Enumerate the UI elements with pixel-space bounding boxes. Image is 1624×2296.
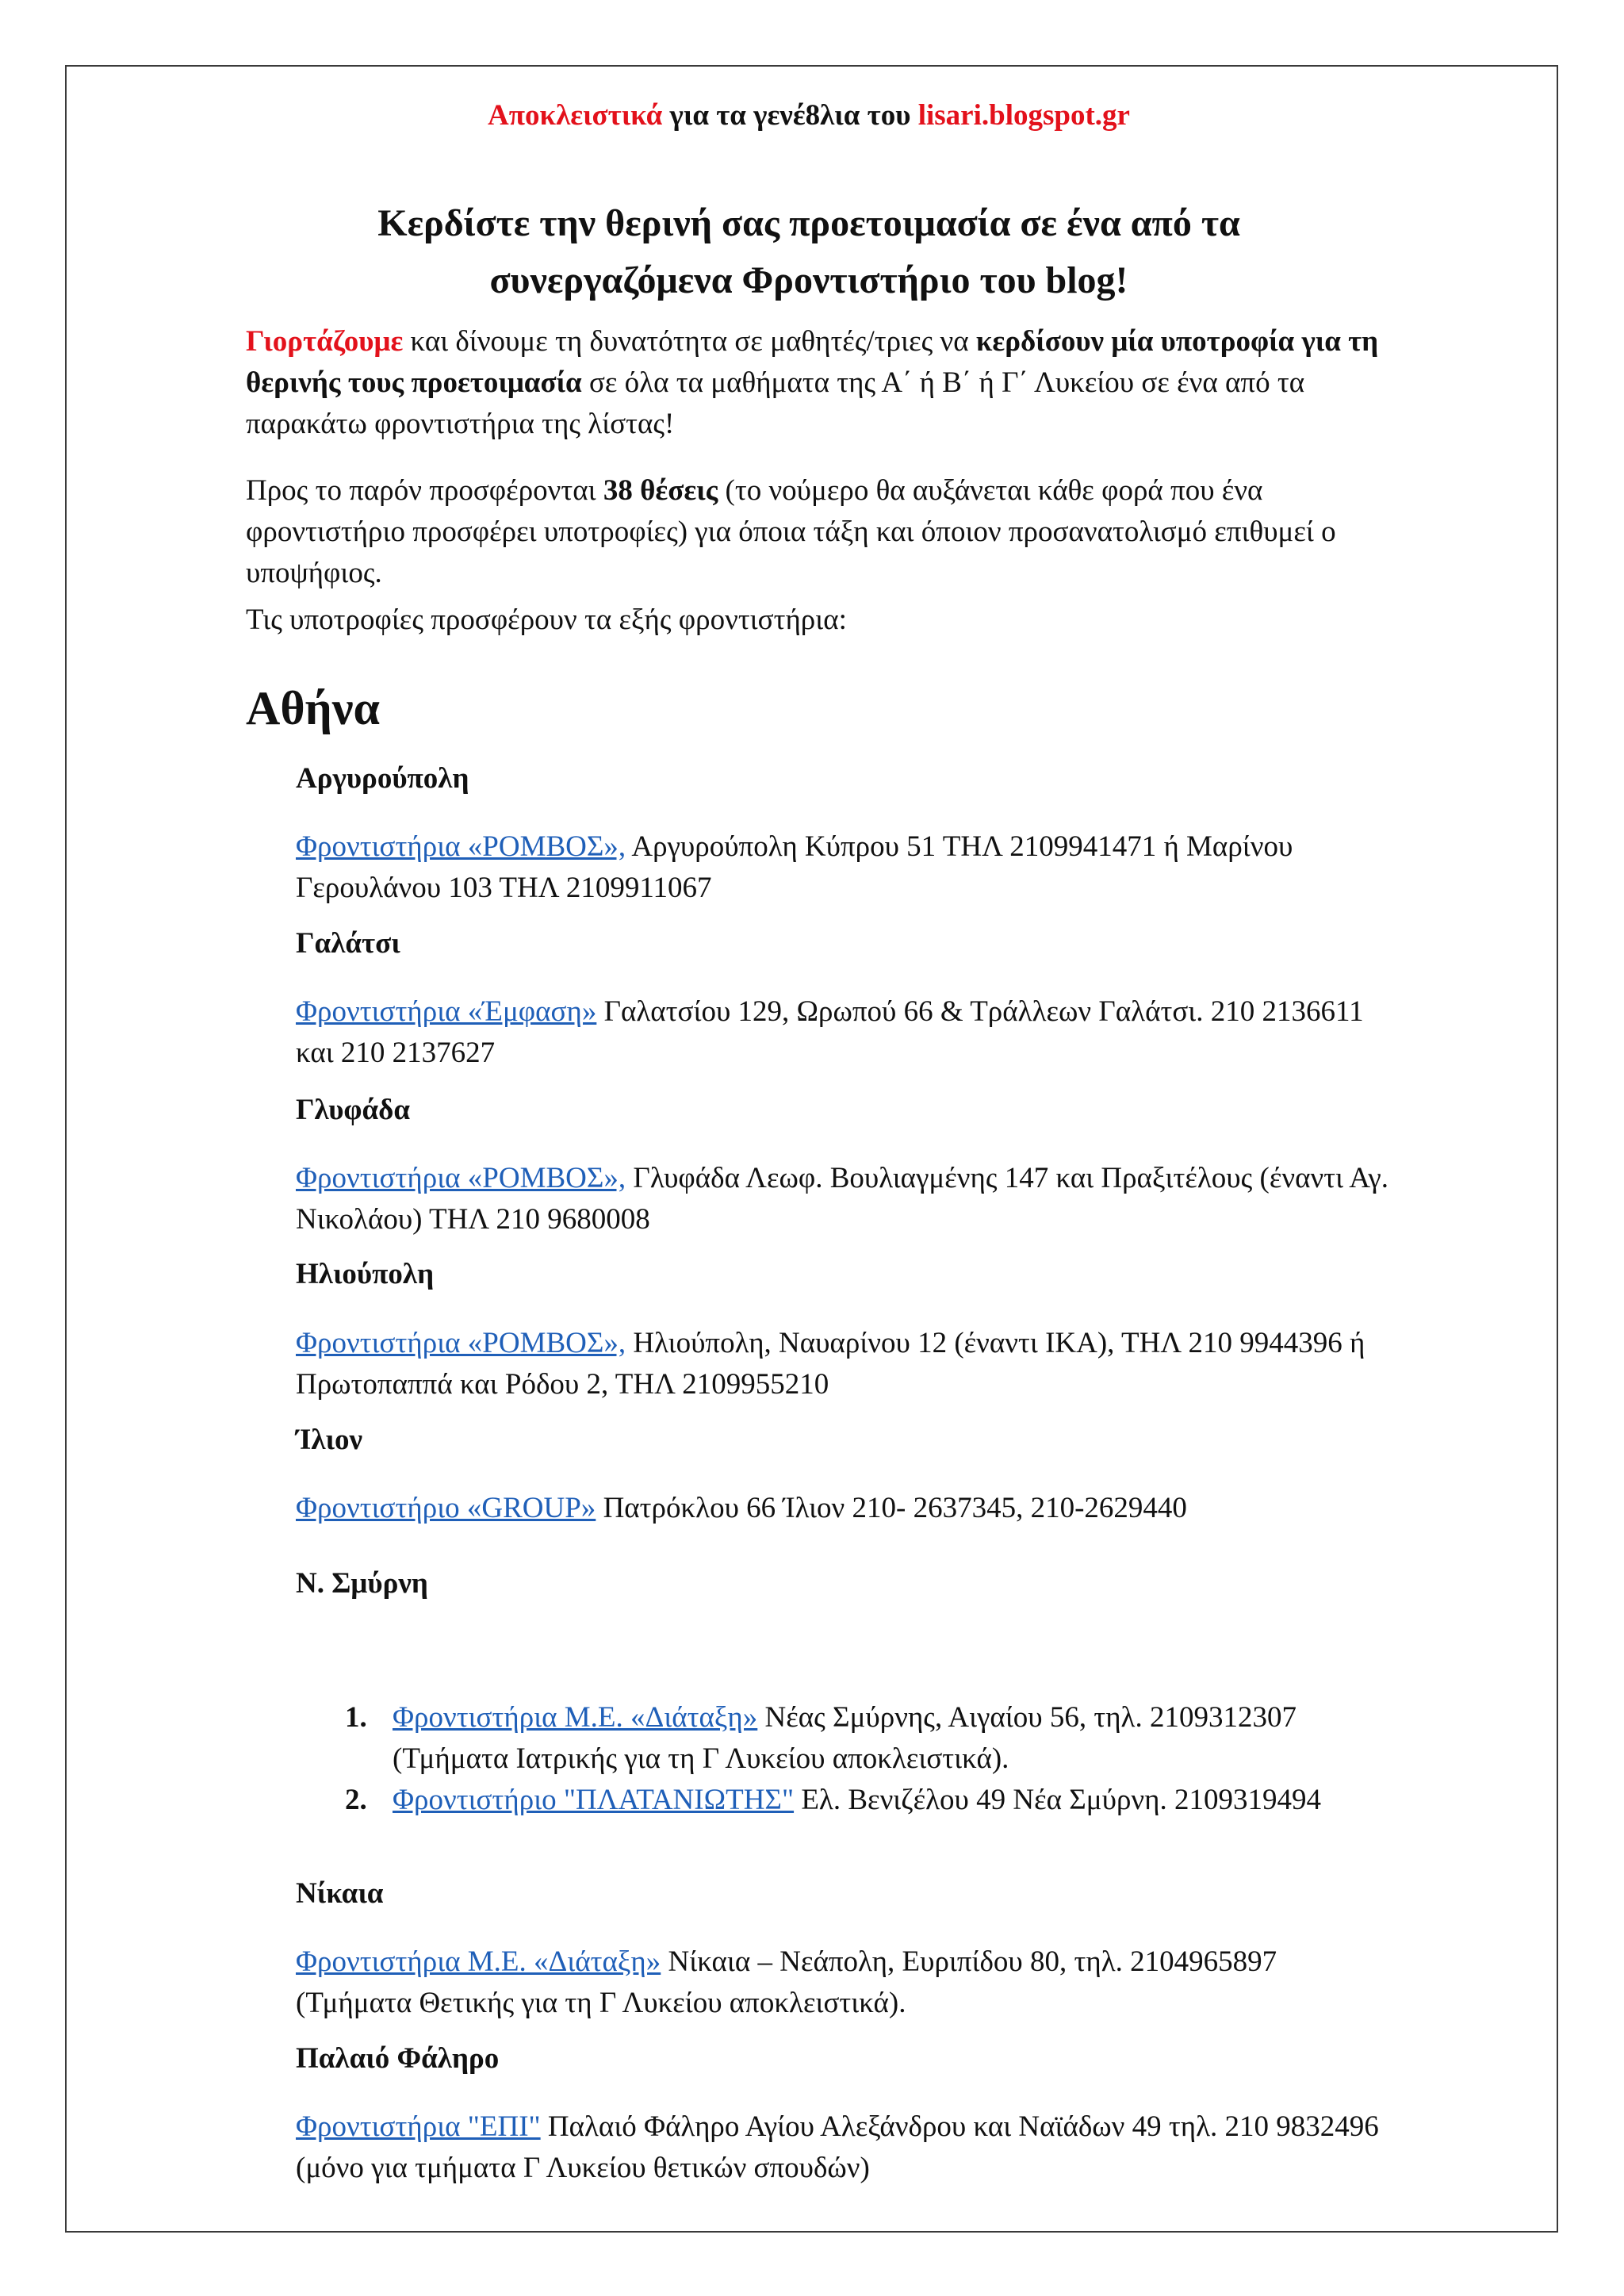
area-heading: Αργυρούπολη	[296, 762, 469, 795]
intro-text: και δίνουμε τη δυνατότητα σε μαθητές/τριες να	[403, 325, 976, 358]
tutoring-link[interactable]: Φροντιστήρια Μ.Ε. «Διάταξη»	[393, 1701, 758, 1734]
entry-details: Γαλατσίου 129, Ωρωπού 66 & Τράλλεων Γαλάτσι. 210 2136611 και 210 2137627	[296, 995, 1364, 1069]
area-heading: Ηλιούπολη	[296, 1258, 435, 1290]
area-heading: Ν. Σμύρνη	[296, 1567, 428, 1600]
area-heading: Γλυφάδα	[296, 1094, 410, 1126]
entry-details: Παλαιό Φάληρο Αγίου Αλεξάνδρου και Ναϊάδων 49 τηλ. 210 9832496 (μόνο για τμήματα Γ Λυκείου θετικών σπουδών)	[296, 2110, 1379, 2184]
title-line-1: Κερδίστε την θερινή σας προετοιμασία σε ένα από τα	[377, 202, 1240, 244]
tutoring-link[interactable]: Φροντιστήρια «ΡΟΜΒΟΣ»,	[296, 830, 626, 863]
entry-details: Γλυφάδα Λεωφ. Βουλιαγμένης 147 και Πραξιτέλους (έναντι Αγ. Νικολάου) ΤΗΛ 210 9680008	[296, 1162, 1389, 1236]
tutoring-entry	[296, 1941, 1390, 2024]
tutoring-entry	[296, 826, 1390, 909]
tutoring-entry	[296, 1488, 1390, 1529]
entry-details: Ελ. Βενιζέλου 49 Νέα Σμύρνη. 2109319494	[794, 1784, 1321, 1816]
area-heading: Παλαιό Φάληρο	[296, 2042, 500, 2075]
intro-bold: κερδίσουν μία υποτροφία για τη θερινής τους προετοιμασία	[246, 325, 1379, 399]
intro-paragraph-2	[246, 470, 1388, 594]
banner-highlight: Αποκλειστικά	[488, 99, 663, 132]
area-heading: Ίλιον	[296, 1424, 362, 1456]
list-item	[345, 1780, 1390, 1821]
seats-count: 38 θέσεις	[603, 474, 718, 507]
entry-details: Νίκαια – Νεάπολη, Ευριπίδου 80, τηλ. 2104965897 (Τμήματα Θετικής για τη Γ Λυκείου αποκλειστικά).	[296, 1945, 1277, 2019]
tutoring-link[interactable]: Φροντιστήρια Μ.Ε. «Διάταξη»	[296, 1945, 661, 1978]
tutoring-entry	[296, 1323, 1390, 1405]
list-item	[345, 1697, 1390, 1780]
area-heading: Γαλάτσι	[296, 927, 400, 960]
tutoring-link[interactable]: Φροντιστήρια «ΡΟΜΒΟΣ»,	[296, 1162, 626, 1194]
banner-text: για τα γενέ8λια του	[662, 99, 918, 132]
entry-details: Πατρόκλου 66 Ίλιον 210- 2637345, 210-2629440	[596, 1492, 1187, 1524]
intro-paragraph-1	[246, 321, 1388, 445]
intro-text: σε όλα τα μαθήματα της Α΄ ή Β΄ ή Γ΄ Λυκείου σε ένα από τα παρακάτω φροντιστήρια της λίστας!	[246, 366, 1305, 440]
tutoring-entry	[296, 1158, 1390, 1240]
entry-details: Ηλιούπολη, Ναυαρίνου 12 (έναντι ΙΚΑ), ΤΗΛ 210 9944396 ή Πρωτοπαππά και Ρόδου 2, ΤΗΛ 2109955210	[296, 1327, 1365, 1401]
title-line-2: συνεργαζόμενα Φροντιστήριο του blog!	[489, 259, 1128, 301]
list-number: 2.	[345, 1784, 367, 1816]
banner-blog-name: lisari.blogspot.gr	[917, 99, 1130, 132]
tutoring-link[interactable]: Φροντιστήριο "ΠΛΑΤΑΝΙΩΤΗΣ"	[393, 1784, 795, 1816]
tutoring-link[interactable]: Φροντιστήριο «GROUP»	[296, 1492, 596, 1524]
entry-details: Αργυρούπολη Κύπρου 51 ΤΗΛ 2109941471 ή Μαρίνου Γερουλάνου 103 ΤΗΛ 2109911067	[296, 830, 1293, 904]
tutoring-entry	[296, 991, 1390, 1074]
intro-text: (το νούμερο θα αυξάνεται κάθε φορά που ένα φροντιστήριο προσφέρει υποτροφίες) για όποια τάξη και όποιον προσανατολισμό επιθυμεί ο υποψήφιος.	[246, 474, 1336, 589]
list-number: 1.	[345, 1701, 367, 1734]
top-banner	[246, 94, 1372, 138]
entry-details: Νέας Σμύρνης, Αιγαίου 56, τηλ. 2109312307 (Τμήματα Ιατρικής για τη Γ Λυκείου αποκλειστικά).	[393, 1701, 1297, 1775]
tutoring-link[interactable]: Φροντιστήρια "ΕΠΙ"	[296, 2110, 541, 2143]
intro-highlight: Γιορτάζουμε	[246, 325, 404, 358]
region-heading: Αθήνα	[246, 682, 381, 734]
numbered-list	[296, 1697, 1390, 1821]
area-heading: Νίκαια	[296, 1877, 384, 1910]
tutoring-link[interactable]: Φροντιστήρια «ΡΟΜΒΟΣ»,	[296, 1327, 626, 1359]
page-title	[246, 195, 1372, 309]
intro-text: Προς το παρόν προσφέρονται	[246, 474, 603, 507]
tutoring-entry	[296, 2106, 1390, 2189]
tutoring-link[interactable]: Φροντιστήρια «Έμφαση»	[296, 995, 597, 1028]
intro-paragraph-3: Τις υποτροφίες προσφέρουν τα εξής φροντιστήρια:	[246, 604, 847, 636]
